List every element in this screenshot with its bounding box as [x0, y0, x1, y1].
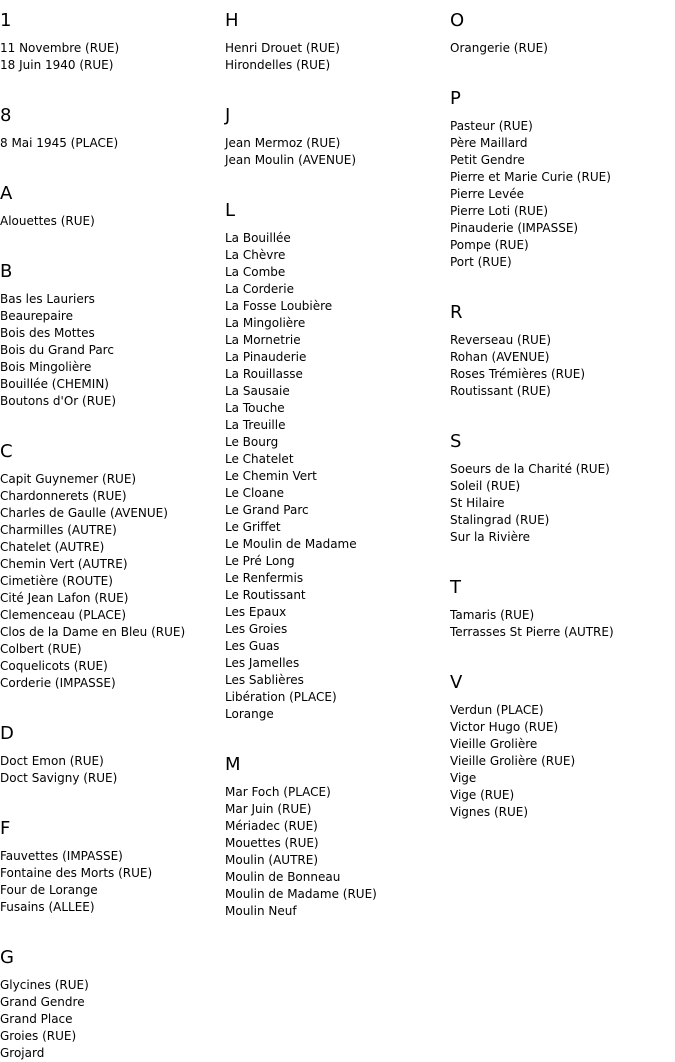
letter-group	[0, 937, 225, 1062]
street-link[interactable]: Clemenceau (PLACE)	[0, 608, 127, 622]
letter-group	[450, 662, 675, 821]
letter-heading: V	[450, 672, 463, 693]
street-link[interactable]: Fontaine des Morts (RUE)	[0, 866, 153, 880]
street-link[interactable]: Moulin (AUTRE)	[225, 853, 318, 867]
street-link[interactable]: Terrasses St Pierre (AUTRE)	[450, 625, 614, 639]
letter-group	[0, 0, 225, 95]
group-spacer	[225, 169, 450, 190]
street-index-column-2	[225, 0, 450, 920]
letter-group	[450, 567, 675, 662]
street-link[interactable]: Chatelet (AUTRE)	[0, 540, 105, 554]
street-link[interactable]: Grand Place	[0, 1012, 73, 1026]
letter-group	[0, 431, 225, 713]
group-spacer	[0, 152, 225, 173]
street-link[interactable]: Le Moulin de Madame	[225, 537, 357, 551]
street-link[interactable]: Groies (RUE)	[0, 1029, 77, 1043]
street-link[interactable]: Coquelicots (RUE)	[0, 659, 108, 673]
street-index-column-1	[0, 0, 225, 1062]
letter-group	[225, 95, 450, 190]
street-link[interactable]: Grojard	[0, 1046, 45, 1060]
street-link[interactable]: Sur la Rivière	[450, 530, 531, 544]
street-link[interactable]: Pinauderie (IMPASSE)	[450, 221, 579, 235]
letter-heading: A	[0, 183, 13, 204]
street-link[interactable]: Les Epaux	[225, 605, 287, 619]
letter-heading: D	[0, 723, 14, 744]
street-link[interactable]: Four de Lorange	[0, 883, 98, 897]
street-link[interactable]: Bouillée (CHEMIN)	[0, 377, 109, 391]
letter-heading: S	[450, 431, 462, 452]
street-link[interactable]: Petit Gendre	[450, 153, 525, 167]
street-link[interactable]: Doct Emon (RUE)	[0, 754, 104, 768]
letter-group	[0, 95, 225, 173]
street-link[interactable]: Les Jamelles	[225, 656, 300, 670]
street-link[interactable]: Bois Mingolière	[0, 360, 92, 374]
street-link[interactable]: La Combe	[225, 265, 286, 279]
street-link[interactable]: Reverseau (RUE)	[450, 333, 552, 347]
letter-heading: H	[225, 10, 239, 31]
street-link[interactable]: La Chèvre	[225, 248, 286, 262]
letter-heading: O	[450, 10, 465, 31]
street-link[interactable]: Mar Foch (PLACE)	[225, 785, 331, 799]
street-link[interactable]: Cité Jean Lafon (RUE)	[0, 591, 129, 605]
street-link[interactable]: 11 Novembre (RUE)	[0, 41, 120, 55]
street-link[interactable]: Jean Moulin (AVENUE)	[225, 153, 357, 167]
street-link[interactable]: Moulin Neuf	[225, 904, 297, 918]
letter-group	[450, 0, 675, 78]
street-link[interactable]: Le Grand Parc	[225, 503, 309, 517]
street-link[interactable]: Les Guas	[225, 639, 280, 653]
street-link[interactable]: Le Griffet	[225, 520, 281, 534]
street-link[interactable]: Les Sablières	[225, 673, 304, 687]
letter-group	[0, 808, 225, 937]
street-link[interactable]: Mouettes (RUE)	[225, 836, 319, 850]
street-link[interactable]: Moulin de Bonneau	[225, 870, 341, 884]
street-link[interactable]: Beaurepaire	[0, 309, 73, 323]
group-spacer	[450, 271, 675, 292]
letter-group	[225, 190, 450, 744]
letter-group	[450, 292, 675, 421]
street-link[interactable]: Moulin de Madame (RUE)	[225, 887, 377, 901]
street-link[interactable]: St Hilaire	[450, 496, 505, 510]
street-link[interactable]: Soleil (RUE)	[450, 479, 521, 493]
group-spacer	[450, 57, 675, 78]
group-spacer	[0, 410, 225, 431]
street-link[interactable]: La Rouillasse	[225, 367, 303, 381]
street-link[interactable]: La Treuille	[225, 418, 286, 432]
street-link[interactable]: Stalingrad (RUE)	[450, 513, 550, 527]
street-link[interactable]: Mériadec (RUE)	[225, 819, 318, 833]
street-link[interactable]: Victor Hugo (RUE)	[450, 720, 559, 734]
letter-group	[0, 251, 225, 431]
street-link[interactable]: Fusains (ALLEE)	[0, 900, 95, 914]
street-link[interactable]: La Pinauderie	[225, 350, 307, 364]
group-spacer	[225, 74, 450, 95]
street-link[interactable]: Pierre Levée	[450, 187, 525, 201]
street-link[interactable]: Hirondelles (RUE)	[225, 58, 331, 72]
street-link[interactable]: Père Maillard	[450, 136, 528, 150]
street-link[interactable]: Mar Juin (RUE)	[225, 802, 312, 816]
street-index-column-3	[450, 0, 675, 821]
group-spacer	[0, 787, 225, 808]
letter-heading: C	[0, 441, 13, 462]
street-link[interactable]: Henri Drouet (RUE)	[225, 41, 340, 55]
street-link[interactable]: Soeurs de la Charité (RUE)	[450, 462, 610, 476]
street-link[interactable]: Chemin Vert (AUTRE)	[0, 557, 128, 571]
street-link[interactable]: Cimetière (ROUTE)	[0, 574, 113, 588]
letter-heading: P	[450, 88, 461, 109]
street-link[interactable]: Pasteur (RUE)	[450, 119, 533, 133]
street-link[interactable]: Vignes (RUE)	[450, 805, 529, 819]
group-spacer	[225, 723, 450, 744]
street-link[interactable]: Le Cloane	[225, 486, 285, 500]
street-link[interactable]: La Bouillée	[225, 231, 291, 245]
street-link[interactable]: Pierre et Marie Curie (RUE)	[450, 170, 611, 184]
street-link[interactable]: Vige	[450, 771, 477, 785]
street-link[interactable]: Chardonnerets (RUE)	[0, 489, 127, 503]
street-link[interactable]: La Mingolière	[225, 316, 306, 330]
street-link[interactable]: Bas les Lauriers	[0, 292, 95, 306]
street-link[interactable]: Routissant (RUE)	[450, 384, 551, 398]
street-link[interactable]: Fauvettes (IMPASSE)	[0, 849, 123, 863]
street-link[interactable]: Port (RUE)	[450, 255, 512, 269]
street-link[interactable]: Le Pré Long	[225, 554, 295, 568]
letter-heading: R	[450, 302, 463, 323]
letter-group	[225, 744, 450, 920]
street-link[interactable]: Le Bourg	[225, 435, 279, 449]
street-link[interactable]: Orangerie (RUE)	[450, 41, 548, 55]
street-link[interactable]: 18 Juin 1940 (RUE)	[0, 58, 114, 72]
group-spacer	[450, 546, 675, 567]
street-link[interactable]: Grand Gendre	[0, 995, 85, 1009]
letter-heading: J	[225, 105, 231, 126]
letter-group	[0, 173, 225, 251]
letter-heading: L	[225, 200, 236, 221]
letter-group	[450, 421, 675, 567]
letter-group	[0, 713, 225, 808]
group-spacer	[450, 400, 675, 421]
street-link[interactable]: Charmilles (AUTRE)	[0, 523, 117, 537]
letter-group	[225, 0, 450, 95]
street-link[interactable]: Pompe (RUE)	[450, 238, 529, 252]
street-link[interactable]: Bois du Grand Parc	[0, 343, 114, 357]
street-link[interactable]: Colbert (RUE)	[0, 642, 82, 656]
street-link[interactable]: Les Groies	[225, 622, 288, 636]
group-spacer	[0, 692, 225, 713]
street-link[interactable]: Pierre Loti (RUE)	[450, 204, 549, 218]
street-link[interactable]: Corderie (IMPASSE)	[0, 676, 116, 690]
letter-group	[450, 78, 675, 292]
street-link[interactable]: Glycines (RUE)	[0, 978, 89, 992]
street-link[interactable]: Jean Mermoz (RUE)	[225, 136, 341, 150]
street-link[interactable]: La Mornetrie	[225, 333, 301, 347]
street-link[interactable]: Verdun (PLACE)	[450, 703, 544, 717]
group-spacer	[450, 641, 675, 662]
street-link[interactable]: Bois des Mottes	[0, 326, 95, 340]
street-link[interactable]: Le Routissant	[225, 588, 306, 602]
street-link[interactable]: La Sausaie	[225, 384, 290, 398]
street-link[interactable]: Le Renfermis	[225, 571, 304, 585]
street-link[interactable]: Le Chemin Vert	[225, 469, 317, 483]
street-link[interactable]: Clos de la Dame en Bleu (RUE)	[0, 625, 186, 639]
street-link[interactable]: Vieille Grolière	[450, 737, 538, 751]
letter-heading: M	[225, 754, 241, 775]
letter-heading: T	[450, 577, 461, 598]
street-link[interactable]: 8 Mai 1945 (PLACE)	[0, 136, 119, 150]
street-link[interactable]: La Touche	[225, 401, 285, 415]
street-link[interactable]: Capit Guynemer (RUE)	[0, 472, 137, 486]
street-link[interactable]: Alouettes (RUE)	[0, 214, 95, 228]
street-link[interactable]: La Fosse Loubière	[225, 299, 333, 313]
group-spacer	[0, 230, 225, 251]
street-link[interactable]: La Corderie	[225, 282, 294, 296]
letter-heading: G	[0, 947, 14, 968]
street-link[interactable]: Doct Savigny (RUE)	[0, 771, 118, 785]
street-link[interactable]: Roses Trémières (RUE)	[450, 367, 586, 381]
street-link[interactable]: Lorange	[225, 707, 274, 721]
letter-heading: 1	[0, 10, 12, 31]
letter-heading: 8	[0, 105, 12, 126]
street-link[interactable]: Vieille Grolière (RUE)	[450, 754, 576, 768]
street-link[interactable]: Tamaris (RUE)	[450, 608, 535, 622]
street-link[interactable]: Libération (PLACE)	[225, 690, 337, 704]
street-link[interactable]: Le Chatelet	[225, 452, 294, 466]
letter-heading: F	[0, 818, 11, 839]
street-link[interactable]: Boutons d'Or (RUE)	[0, 394, 117, 408]
street-link[interactable]: Rohan (AVENUE)	[450, 350, 550, 364]
group-spacer	[0, 916, 225, 937]
letter-heading: B	[0, 261, 13, 282]
street-link[interactable]: Charles de Gaulle (AVENUE)	[0, 506, 168, 520]
group-spacer	[0, 74, 225, 95]
street-link[interactable]: Vige (RUE)	[450, 788, 515, 802]
